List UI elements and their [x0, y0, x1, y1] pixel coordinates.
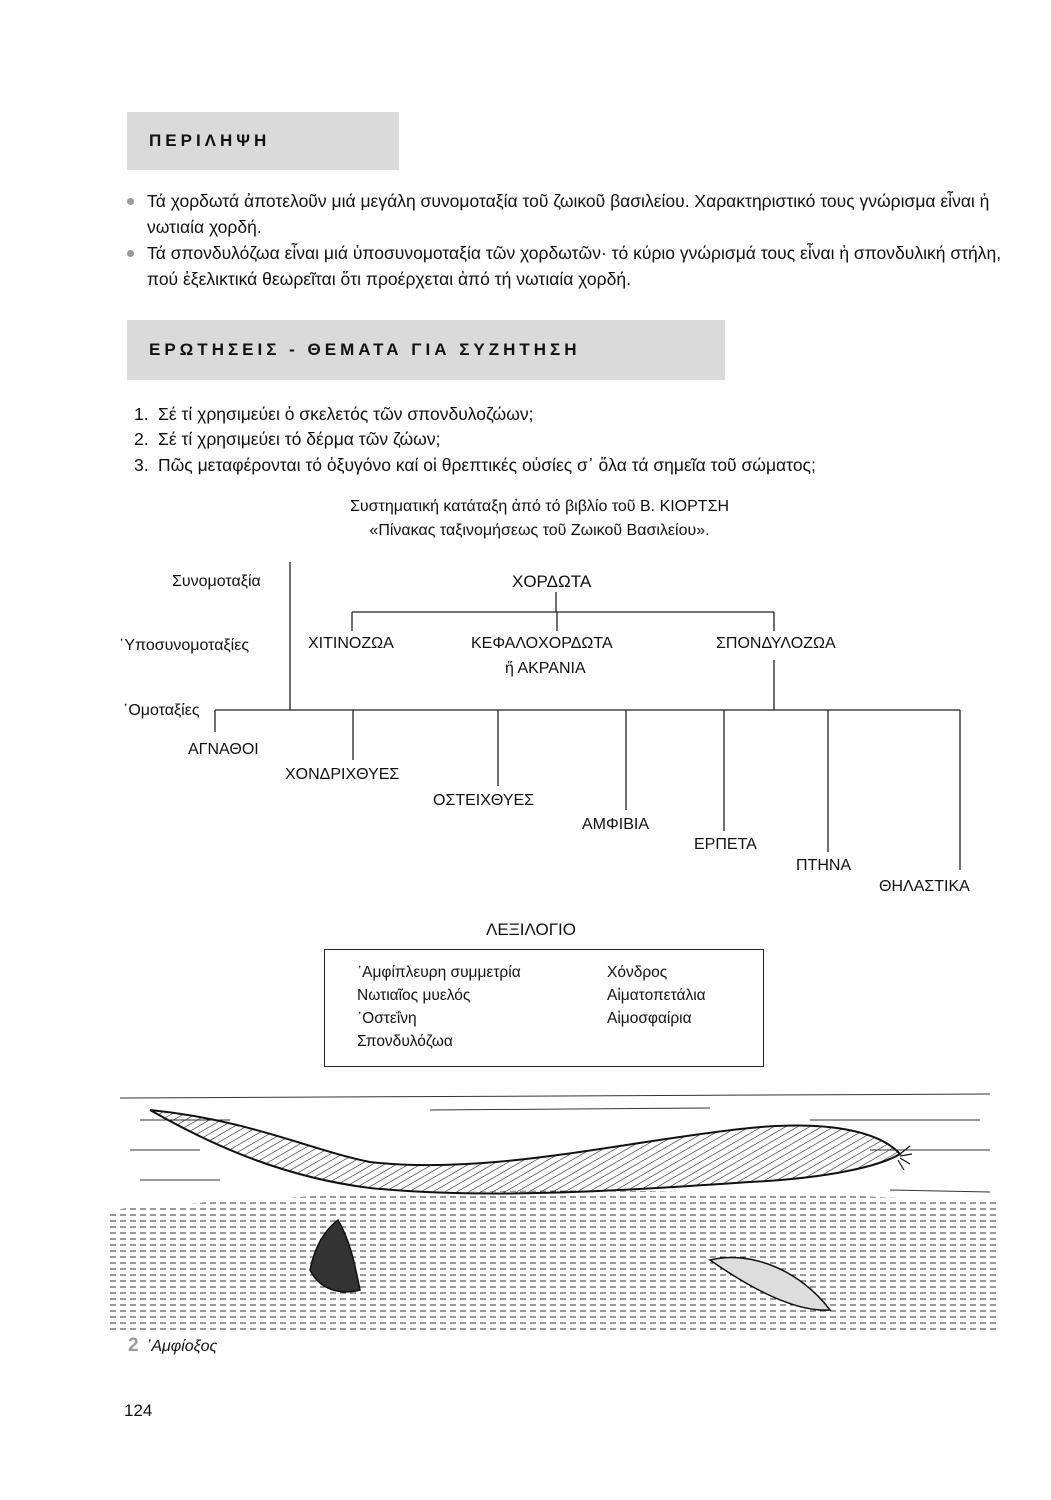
glossary-box — [324, 949, 764, 1067]
figure-number: 2 — [128, 1335, 139, 1356]
class-thilastika: ΘΗΛΑΣΤΙΚΑ — [879, 878, 970, 895]
summary-bullet-text: Τά χορδωτά ἀποτελοῦν μιά μεγάλη συνομοταξία τοῦ ζωικοῦ βασιλείου. Χαρακτηριστικό τους γνώρισμα εἶναι ἡ νωτιαία χορδή. — [147, 191, 990, 237]
subphylum-akrania: ἤ ΑΚΡΑΝΙΑ — [505, 660, 586, 677]
glossary-term: Σπονδυλόζωα — [357, 1033, 453, 1050]
class-amfibia: ΑΜΦΙΒΙΑ — [582, 816, 649, 833]
sea-floor — [110, 1191, 1000, 1330]
classification-caption-2: «Πίνακας ταξινομήσεως τοῦ Ζωικοῦ Βασιλείου». — [369, 522, 710, 539]
glossary-term: ᾽Οστεΐνη — [357, 1010, 417, 1027]
question-number: 2. — [134, 429, 149, 449]
glossary-term: Χόνδρος — [607, 964, 668, 981]
glossary-term: Αἱματοπετάλια — [607, 987, 706, 1004]
subphylum-spondylozoa: ΣΠΟΝΔΥΛΟΖΩΑ — [716, 635, 836, 652]
phylum-label: ΧΟΡΔΩΤΑ — [512, 572, 592, 591]
glossary-heading: ΛΕΞΙΛΟΓΙΟ — [486, 920, 576, 939]
level-label-phylum: Συνομοταξία — [172, 573, 261, 590]
question-text: Πῶς μεταφέρονται τό ὀξυγόνο καί οἱ θρεπτικές οὐσίες σ᾽ ὅλα τά σημεῖα τοῦ σώματος; — [158, 455, 816, 475]
level-label-subphylum: ῾Υποσυνομοταξίες — [119, 637, 250, 654]
amphioxus-illustration — [110, 1080, 1010, 1330]
glossary-term: Νωτιαῖος μυελός — [357, 987, 471, 1004]
questions-heading: ΕΡΩΤΗΣΕΙΣ - ΘΕΜΑΤΑ ΓΙΑ ΣΥΖΗΤΗΣΗ — [149, 340, 581, 359]
page-number: 124 — [124, 1401, 153, 1420]
figure-caption: ᾽Αμφίοξος — [146, 1338, 218, 1355]
question-number: 1. — [134, 404, 149, 424]
class-erpeta: ΕΡΠΕΤΑ — [694, 836, 757, 853]
classification-caption-1: Συστηματική κατάταξη ἀπό τό βιβλίο τοῦ Β. ΚΙΟΡΤΣΗ — [349, 498, 730, 515]
subphylum-kefalochordata: ΚΕΦΑΛΟΧΟΡΔΩΤΑ — [471, 635, 613, 652]
question-number: 3. — [134, 455, 149, 475]
summary-heading: ΠΕΡΙΛΗΨΗ — [149, 131, 271, 150]
class-ptina: ΠΤΗΝΑ — [796, 857, 852, 874]
summary-bullet-text: Τά σπονδυλόζωα εἶναι μιά ὑποσυνομοταξία τῶν χορδωτῶν· τό κύριο γνώρισμά τους εἶναι ἡ σπονδυλική στήλη, πού ἐξελικτικά θεωρεῖται ὅτι προέρχεται ἀπό τή νωτιαία χορδή. — [147, 243, 1002, 289]
subphylum-chitinozoa: ΧΙΤΙΝΟΖΩΑ — [308, 635, 394, 652]
question-text: Σέ τί χρησιμεύει ὁ σκελετός τῶν σπονδυλοζώων; — [158, 404, 534, 424]
glossary-term: ᾽Αμφίπλευρη συμμετρία — [357, 964, 521, 981]
level-label-class: ῾Ομοταξίες — [123, 702, 200, 719]
class-osteichthyes: ΟΣΤΕΙΧΘΥΕΣ — [433, 792, 535, 809]
amphioxus-body — [150, 1110, 900, 1194]
class-chondrichthyes: ΧΟΝΔΡΙΧΘΥΕΣ — [285, 766, 400, 783]
class-agnathoi: ΑΓΝΑΘΟΙ — [188, 741, 259, 758]
glossary-term: Αἱμοσφαίρια — [607, 1010, 692, 1027]
question-text: Σέ τί χρησιμεύει τό δέρμα τῶν ζώων; — [158, 429, 441, 449]
